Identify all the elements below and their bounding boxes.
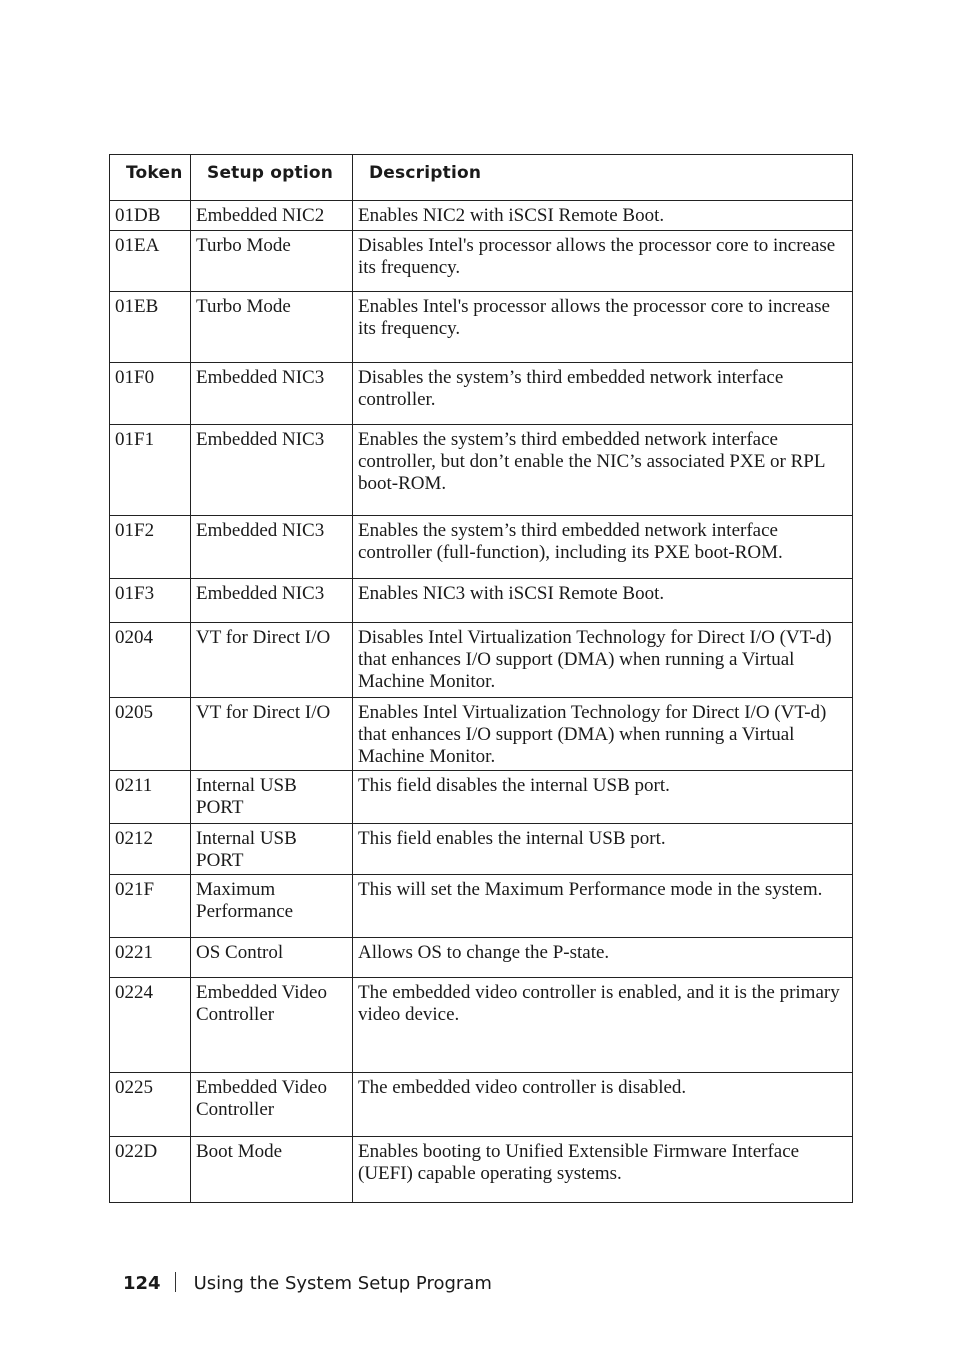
description-cell: The embedded video controller is disabled. xyxy=(353,1073,853,1137)
setup-option-cell: Turbo Mode xyxy=(191,231,353,292)
setup-option-cell: VT for Direct I/O xyxy=(191,698,353,771)
token-cell: 0225 xyxy=(110,1073,191,1137)
table-row xyxy=(110,698,853,771)
table-row xyxy=(110,875,853,938)
setup-token-table xyxy=(109,154,853,1203)
section-title: Using the System Setup Program xyxy=(193,1273,492,1294)
description-cell: Enables booting to Unified Extensible Firmware Interface (UEFI) capable operating systems. xyxy=(353,1137,853,1203)
description-cell: Disables Intel Virtualization Technology for Direct I/O (VT-d) that enhances I/O support (DMA) when running a Virtual Machine Monitor. xyxy=(353,623,853,698)
token-cell: 01F1 xyxy=(110,425,191,516)
footer-divider xyxy=(175,1272,176,1292)
table-row xyxy=(110,363,853,425)
table-row xyxy=(110,938,853,978)
table-row xyxy=(110,623,853,698)
token-cell: 022D xyxy=(110,1137,191,1203)
description-cell: Disables the system’s third embedded network interface controller. xyxy=(353,363,853,425)
setup-option-cell: Embedded NIC3 xyxy=(191,579,353,623)
token-cell: 01EA xyxy=(110,231,191,292)
token-cell: 01DB xyxy=(110,201,191,231)
setup-option-cell: Internal USB PORT xyxy=(191,771,353,824)
table-row xyxy=(110,978,853,1073)
setup-option-cell: Embedded Video Controller xyxy=(191,978,353,1073)
description-cell: Allows OS to change the P-state. xyxy=(353,938,853,978)
setup-option-cell: Embedded Video Controller xyxy=(191,1073,353,1137)
description-cell: This will set the Maximum Performance mode in the system. xyxy=(353,875,853,938)
setup-option-cell: Embedded NIC2 xyxy=(191,201,353,231)
description-cell: Enables NIC3 with iSCSI Remote Boot. xyxy=(353,579,853,623)
table-row xyxy=(110,771,853,824)
token-cell: 0204 xyxy=(110,623,191,698)
description-cell: This field enables the internal USB port. xyxy=(353,824,853,875)
table-row xyxy=(110,1073,853,1137)
description-cell: Enables the system’s third embedded network interface controller, but don’t enable the NIC’s associated PXE or RPL boot-ROM. xyxy=(353,425,853,516)
page-number: 124 xyxy=(123,1273,161,1294)
setup-option-cell: Turbo Mode xyxy=(191,292,353,363)
setup-option-cell: OS Control xyxy=(191,938,353,978)
setup-option-cell: VT for Direct I/O xyxy=(191,623,353,698)
token-cell: 0211 xyxy=(110,771,191,824)
page-footer xyxy=(123,1272,492,1294)
token-cell: 0205 xyxy=(110,698,191,771)
token-cell: 01F3 xyxy=(110,579,191,623)
token-cell: 0221 xyxy=(110,938,191,978)
description-cell: Enables the system’s third embedded network interface controller (full-function), including its PXE boot-ROM. xyxy=(353,516,853,579)
setup-option-cell: Maximum Performance xyxy=(191,875,353,938)
setup-option-cell: Embedded NIC3 xyxy=(191,516,353,579)
table-row xyxy=(110,824,853,875)
token-cell: 01F0 xyxy=(110,363,191,425)
description-cell: This field disables the internal USB port. xyxy=(353,771,853,824)
column-header-token: Token xyxy=(110,155,191,201)
table-row xyxy=(110,201,853,231)
table-row xyxy=(110,231,853,292)
token-cell: 01F2 xyxy=(110,516,191,579)
table-row xyxy=(110,516,853,579)
token-cell: 021F xyxy=(110,875,191,938)
token-cell: 0224 xyxy=(110,978,191,1073)
column-header-setup-option: Setup option xyxy=(191,155,353,201)
table-row xyxy=(110,292,853,363)
description-cell: Enables NIC2 with iSCSI Remote Boot. xyxy=(353,201,853,231)
table-row xyxy=(110,579,853,623)
table-row xyxy=(110,1137,853,1203)
description-cell: Enables Intel Virtualization Technology for Direct I/O (VT-d) that enhances I/O support (DMA) when running a Virtual Machine Monitor. xyxy=(353,698,853,771)
token-cell: 01EB xyxy=(110,292,191,363)
setup-option-cell: Embedded NIC3 xyxy=(191,363,353,425)
column-header-description: Description xyxy=(353,155,853,201)
setup-option-cell: Boot Mode xyxy=(191,1137,353,1203)
token-cell: 0212 xyxy=(110,824,191,875)
description-cell: Disables Intel's processor allows the processor core to increase its frequency. xyxy=(353,231,853,292)
table-row xyxy=(110,425,853,516)
setup-option-cell: Internal USB PORT xyxy=(191,824,353,875)
setup-option-cell: Embedded NIC3 xyxy=(191,425,353,516)
description-cell: Enables Intel's processor allows the processor core to increase its frequency. xyxy=(353,292,853,363)
table-header-row xyxy=(110,155,853,201)
table-body xyxy=(110,201,853,1203)
description-cell: The embedded video controller is enabled, and it is the primary video device. xyxy=(353,978,853,1073)
